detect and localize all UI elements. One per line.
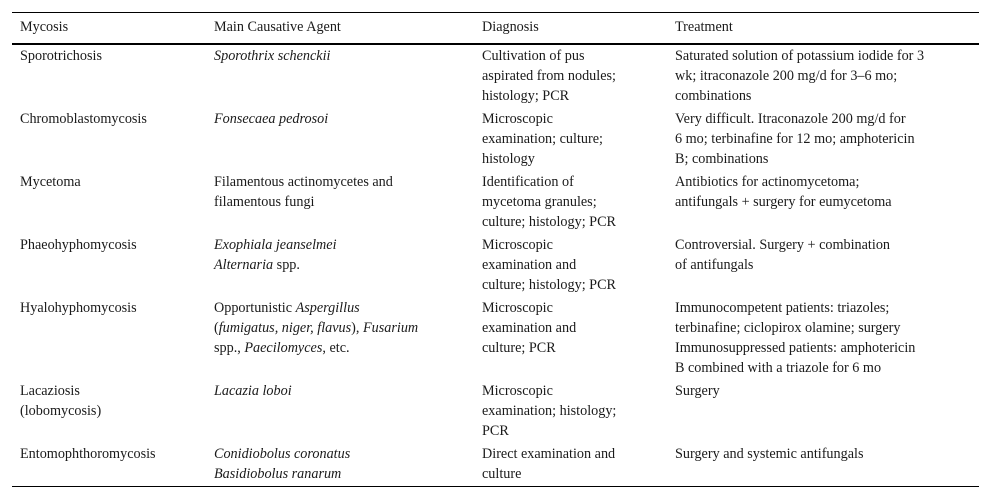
table-row <box>12 108 979 171</box>
cell-diagnosis <box>474 297 667 380</box>
treatment-line: combinations <box>675 88 752 104</box>
cell-treatment <box>667 108 979 171</box>
agent-line <box>214 381 466 401</box>
treatment-line: B; combinations <box>675 151 769 167</box>
mycosis-line: Phaeohyphomycosis <box>20 237 137 253</box>
table-row <box>12 297 979 380</box>
agent-taxon-name: Alternaria <box>214 257 274 273</box>
agent-line <box>214 298 466 318</box>
agent-taxon-name: Lacazia loboi <box>214 383 292 399</box>
agent-taxon-name: Paecilomyces <box>244 340 323 356</box>
table-row <box>12 234 979 297</box>
header-treatment: Treatment <box>675 19 733 35</box>
cell-diagnosis <box>474 380 667 443</box>
cell-diagnosis <box>474 443 667 487</box>
agent-taxon-name: Exophiala jeanselmei <box>214 237 337 253</box>
diagnosis-line: culture; PCR <box>482 340 556 356</box>
agent-line <box>214 318 466 338</box>
agent-line <box>214 109 466 129</box>
treatment-line: Very difficult. Itraconazole 200 mg/d for <box>675 111 906 127</box>
header-diagnosis: Diagnosis <box>482 19 539 35</box>
mycosis-line: Sporotrichosis <box>20 48 102 64</box>
table-row <box>12 171 979 234</box>
treatment-line: Immunosuppressed patients: amphotericin <box>675 340 916 356</box>
agent-line <box>214 235 466 255</box>
cell-mycosis <box>12 108 206 171</box>
agent-text: filamentous fungi <box>214 194 315 210</box>
diagnosis-line: Direct examination and <box>482 446 616 462</box>
agent-line <box>214 338 466 358</box>
cell-mycosis <box>12 171 206 234</box>
cell-causative-agent <box>206 234 474 297</box>
cell-mycosis <box>12 297 206 380</box>
diagnosis-line: culture <box>482 466 522 482</box>
diagnosis-line: culture; histology; PCR <box>482 277 616 293</box>
mycosis-line: Lacaziosis <box>20 383 80 399</box>
treatment-line: Antibiotics for actinomycetoma; <box>675 174 860 190</box>
agent-text: , etc. <box>322 340 350 356</box>
header-mycosis: Mycosis <box>20 19 69 35</box>
diagnosis-line: Cultivation of pus <box>482 48 585 64</box>
cell-treatment <box>667 44 979 108</box>
agent-taxon-name: Fusarium <box>362 320 419 336</box>
header-causative-agent: Main Causative Agent <box>214 19 341 35</box>
diagnosis-line: histology; PCR <box>482 88 570 104</box>
cell-mycosis <box>12 44 206 108</box>
agent-line <box>214 464 466 484</box>
cell-causative-agent <box>206 44 474 108</box>
treatment-line: 6 mo; terbinafine for 12 mo; amphotericin <box>675 131 915 147</box>
cell-causative-agent <box>206 108 474 171</box>
table-container <box>12 12 979 487</box>
treatment-line: antifungals + surgery for eumycetoma <box>675 194 892 210</box>
header-row <box>12 13 979 45</box>
table-row <box>12 44 979 108</box>
cell-diagnosis <box>474 234 667 297</box>
mycosis-line: Mycetoma <box>20 174 81 190</box>
diagnosis-line: examination; culture; <box>482 131 603 147</box>
diagnosis-line: examination and <box>482 320 577 336</box>
treatment-line: Immunocompetent patients: triazoles; <box>675 300 890 316</box>
cell-treatment <box>667 171 979 234</box>
treatment-line: Surgery <box>675 383 720 399</box>
table-body <box>12 44 979 487</box>
agent-text: spp. <box>273 257 300 273</box>
cell-mycosis <box>12 380 206 443</box>
agent-line <box>214 192 466 212</box>
diagnosis-line: Microscopic <box>482 237 553 253</box>
treatment-line: Surgery and systemic antifungals <box>675 446 864 462</box>
table-header <box>12 13 979 45</box>
agent-taxon-name: fumigatus, niger, flavus <box>218 320 352 336</box>
cell-causative-agent <box>206 297 474 380</box>
mycosis-line: Hyalohyphomycosis <box>20 300 137 316</box>
cell-treatment <box>667 234 979 297</box>
diagnosis-line: examination; histology; <box>482 403 617 419</box>
agent-taxon-name: Conidiobolus coronatus <box>214 446 351 462</box>
cell-mycosis <box>12 443 206 487</box>
diagnosis-line: Microscopic <box>482 300 553 316</box>
agent-text: Filamentous actinomycetes and <box>214 174 393 190</box>
diagnosis-line: Microscopic <box>482 383 553 399</box>
agent-taxon-name: Sporothrix schenckii <box>214 48 331 64</box>
agent-line <box>214 255 466 275</box>
cell-causative-agent <box>206 380 474 443</box>
cell-diagnosis <box>474 44 667 108</box>
diagnosis-line: histology <box>482 151 535 167</box>
cell-diagnosis <box>474 171 667 234</box>
table-row <box>12 380 979 443</box>
mycosis-line: (lobomycosis) <box>20 403 102 419</box>
mycoses-table <box>12 12 979 487</box>
mycosis-line: Chromoblastomycosis <box>20 111 147 127</box>
cell-treatment <box>667 380 979 443</box>
cell-treatment <box>667 297 979 380</box>
agent-taxon-name: Aspergillus <box>295 300 360 316</box>
agent-line <box>214 46 466 66</box>
table-row <box>12 443 979 487</box>
agent-text: ( <box>214 320 219 336</box>
diagnosis-line: aspirated from nodules; <box>482 68 616 84</box>
treatment-line: wk; itraconazole 200 mg/d for 3–6 mo; <box>675 68 898 84</box>
diagnosis-line: culture; histology; PCR <box>482 214 616 230</box>
agent-text: Opportunistic <box>214 300 296 316</box>
diagnosis-line: PCR <box>482 423 509 439</box>
diagnosis-line: mycetoma granules; <box>482 194 597 210</box>
treatment-line: terbinafine; ciclopirox olamine; surgery <box>675 320 901 336</box>
treatment-line: Saturated solution of potassium iodide for 3 <box>675 48 925 64</box>
cell-mycosis <box>12 234 206 297</box>
cell-diagnosis <box>474 108 667 171</box>
cell-treatment <box>667 443 979 487</box>
agent-taxon-name: Fonsecaea pedrosoi <box>214 111 329 127</box>
treatment-line: Controversial. Surgery + combination <box>675 237 891 253</box>
diagnosis-line: Identification of <box>482 174 574 190</box>
agent-line <box>214 172 466 192</box>
treatment-line: of antifungals <box>675 257 754 273</box>
mycosis-line: Entomophthoromycosis <box>20 446 156 462</box>
cell-causative-agent <box>206 171 474 234</box>
agent-text: ), <box>351 320 363 336</box>
agent-taxon-name: Basidiobolus ranarum <box>214 466 342 482</box>
cell-causative-agent <box>206 443 474 487</box>
agent-text: spp., <box>214 340 245 356</box>
diagnosis-line: examination and <box>482 257 577 273</box>
treatment-line: B combined with a triazole for 6 mo <box>675 360 882 376</box>
agent-line <box>214 444 466 464</box>
diagnosis-line: Microscopic <box>482 111 553 127</box>
